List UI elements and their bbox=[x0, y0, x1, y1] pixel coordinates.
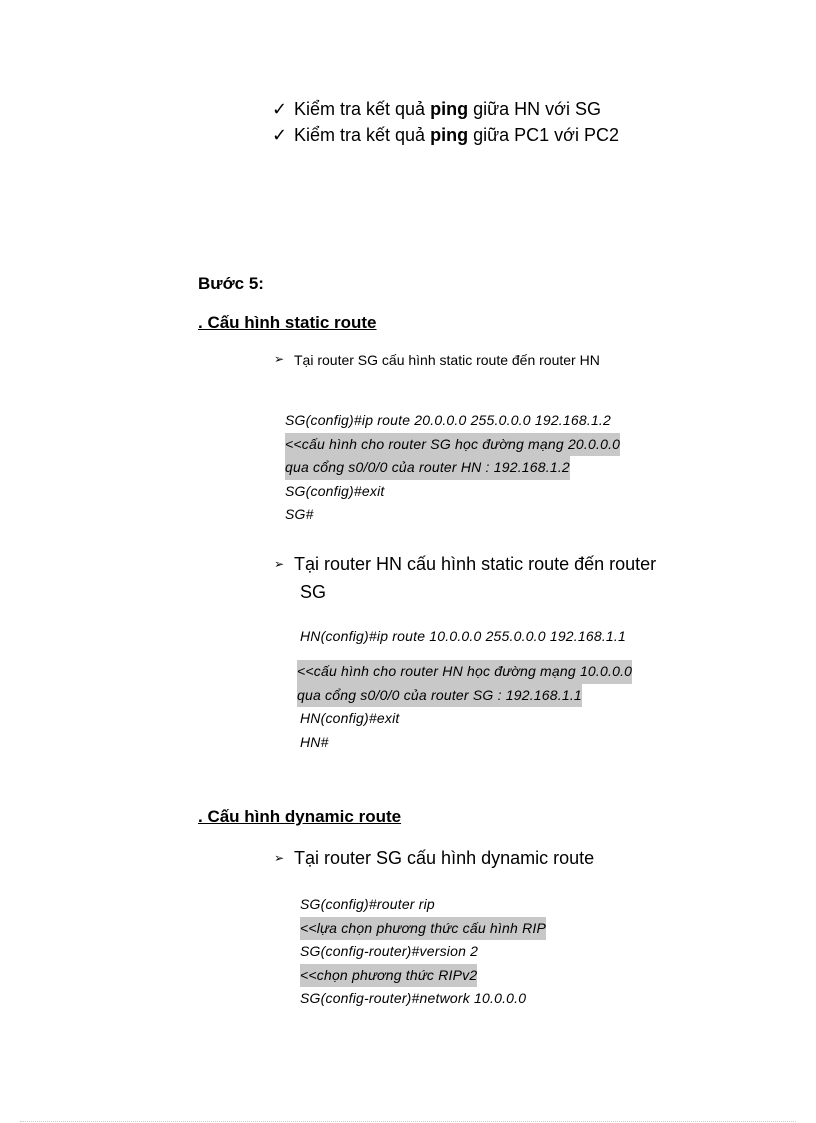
arrow-bullet-icon: ➢ bbox=[274, 352, 285, 366]
sg-static-bullet bbox=[274, 352, 600, 368]
hn-static-bullet bbox=[274, 550, 656, 606]
step-heading: Bước 5: bbox=[198, 274, 264, 293]
sg-dynamic-bullet bbox=[274, 844, 594, 872]
hn-static-text-line2: SG bbox=[300, 582, 327, 602]
code-line: HN# bbox=[300, 733, 329, 750]
code-comment: qua cổng s0/0/0 của router HN : 192.168.1.2 bbox=[285, 456, 570, 480]
checklist-bold: ping bbox=[430, 99, 469, 119]
code-line: SG(config)#ip route 20.0.0.0 255.0.0.0 192.168.1.2 bbox=[285, 412, 612, 428]
dynamic-route-title: . Cấu hình dynamic route bbox=[198, 807, 402, 826]
code-line: SG# bbox=[285, 506, 314, 522]
code-comment: <<cấu hình cho router SG học đường mạng 20.0.0.0 bbox=[285, 433, 620, 457]
checklist-item bbox=[272, 122, 619, 148]
sg-dynamic-text: Tại router SG cấu hình dynamic route bbox=[294, 848, 595, 868]
sg-static-code bbox=[285, 409, 620, 527]
checklist bbox=[272, 96, 619, 148]
code-line: SG(config)#exit bbox=[285, 482, 385, 499]
checkmark-icon: ✓ bbox=[272, 125, 288, 145]
code-comment: <<chọn phương thức RIPv2 bbox=[300, 964, 477, 988]
code-line: HN(config)#exit bbox=[300, 710, 400, 726]
hn-static-text-line1: Tại router HN cấu hình static route đến router bbox=[294, 554, 657, 574]
arrow-bullet-icon: ➢ bbox=[274, 557, 285, 571]
code-line: SG(config-router)#network 10.0.0.0 bbox=[300, 990, 527, 1006]
arrow-bullet-icon: ➢ bbox=[274, 851, 285, 865]
checklist-text: giữa PC1 với PC2 bbox=[468, 125, 619, 145]
sg-static-text: Tại router SG cấu hình static route đến router HN bbox=[294, 352, 600, 368]
checklist-text: giữa HN với SG bbox=[468, 99, 601, 119]
sg-dynamic-code bbox=[300, 893, 546, 1011]
code-line: HN(config)#ip route 10.0.0.0 255.0.0.0 192.168.1.1 bbox=[300, 628, 626, 644]
checklist-item bbox=[272, 96, 619, 122]
checklist-text: Kiểm tra kết quả bbox=[294, 99, 431, 119]
code-comment: qua cổng s0/0/0 của router SG : 192.168.1.1 bbox=[297, 684, 582, 708]
checklist-text: Kiểm tra kết quả bbox=[294, 125, 431, 145]
static-route-title: . Cấu hình static route bbox=[198, 313, 377, 332]
code-comment: <<lựa chọn phương thức cấu hình RIP bbox=[300, 917, 546, 941]
code-line: SG(config)#router rip bbox=[300, 896, 435, 912]
code-comment: <<cấu hình cho router HN học đường mạng 10.0.0.0 bbox=[297, 660, 632, 684]
hn-static-cmd bbox=[300, 625, 626, 649]
checkmark-icon: ✓ bbox=[272, 99, 288, 119]
page-footer-divider bbox=[20, 1121, 796, 1122]
checklist-bold: ping bbox=[430, 125, 469, 145]
code-line: SG(config-router)#version 2 bbox=[300, 943, 479, 959]
hn-static-code bbox=[297, 660, 632, 754]
